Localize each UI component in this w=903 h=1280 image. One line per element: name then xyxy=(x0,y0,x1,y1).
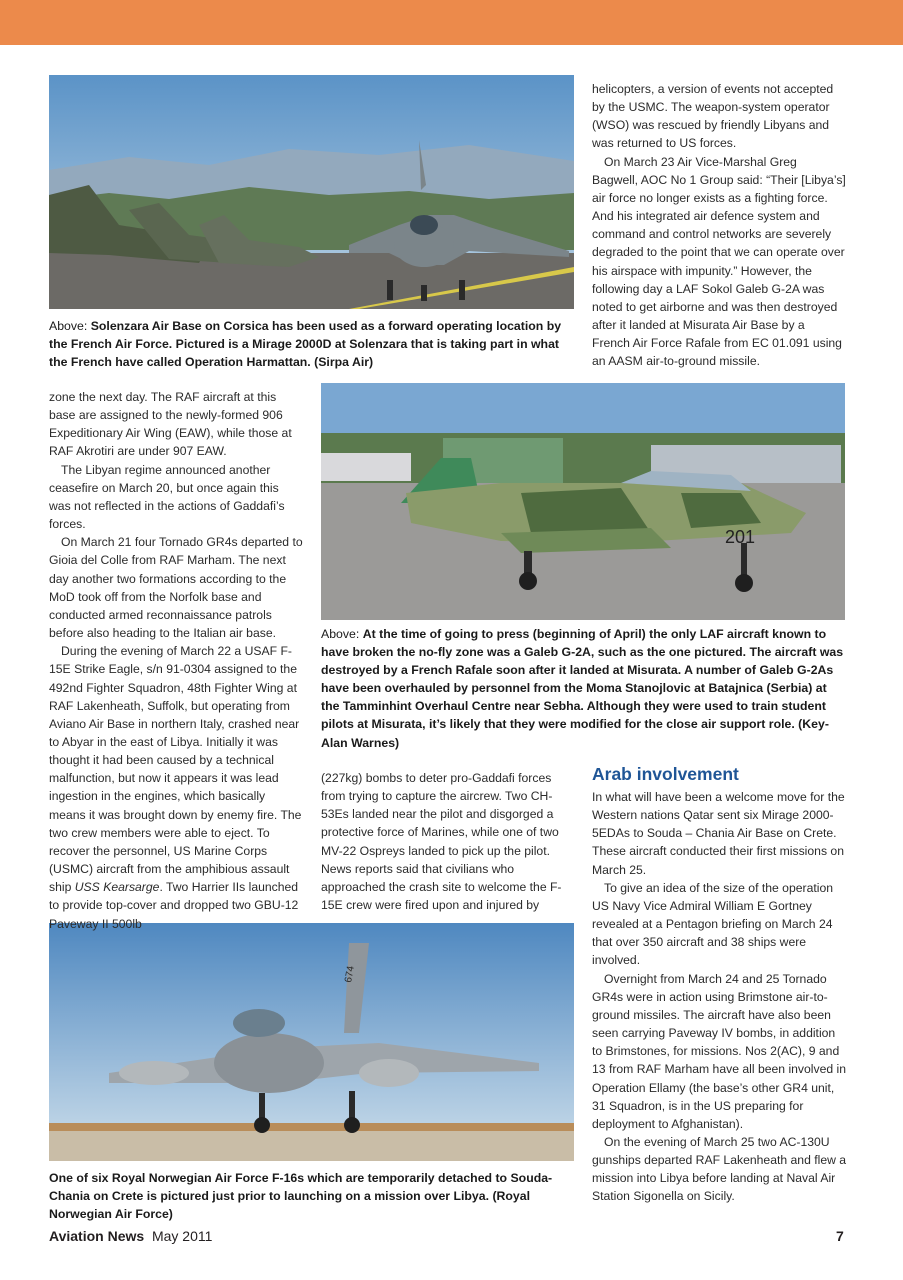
mirage-caption xyxy=(49,317,577,371)
galeb-caption xyxy=(321,625,846,752)
magazine-name: Aviation News xyxy=(49,1228,145,1244)
left-column xyxy=(49,388,303,933)
ship-name: USS Kearsarge xyxy=(74,880,160,895)
galeb-caption-text: At the time of going to press (beginning of April) the only LAF aircraft known to have broken the no-fly zone was a Galeb G-2A, such as the one pictured. The aircraft was destroyed by a French Rafale soon after it landed at Misurata. A number of Galeb G-2As have been overhauled by personnel from the Moma Stanojlovic at Batajnica (Serbia) at the Tamminhint Overhaul Centre near Sebha. Although they were used to train student pilots at Misurata, it’s likely that they were modified for the close air support role. (Key-Alan Warnes) xyxy=(321,627,844,750)
p4-before: During the evening of March 22 a USAF F-15E Strike Eagle, s/n 91-0304 assigned to the 492nd Fighter Squadron, 48th Fighter Wing at RAF Lakenheath, Suffolk, but operating from Aviano Air Base in northern Italy, crashed near to Abyar in the east of Libya. Initially it was thought it had been caused by a technical malfunction, but now it appears it was lead ingestion in the engines, which basically means it was brought down by enemy fire. The two crew members were able to eject. To recover the personnel, US Marine Corps (USMC) aircraft from the amphibious assault ship xyxy=(49,644,302,895)
issue-date: May 2011 xyxy=(151,1228,213,1244)
paragraph: On March 23 Air Vice-Marshal Greg Bagwell, AOC No 1 Group said: “Their [Libya’s] air force no longer exists as a fighting force. And his integrated air defence system and command and control networks are severely degraded to the point that we can operate over his airspace with impunity.” However, the following day a LAF Sokol Galeb G-2A was noted to get airborne and was then destroyed after it landed at Misurata Air Base by a French Air Force Rafale from EC 01.091 using an AASM air-to-ground missile. xyxy=(592,154,846,369)
paragraph: In what will have been a welcome move for the Western nations Qatar sent six Mirage 2000-5EDAs to Souda – Chania Air Base on Crete. These aircraft conducted their first missions on March 25. xyxy=(592,790,845,877)
paragraph: Overnight from March 24 and 25 Tornado GR4s were in action using Brimstone air-to-ground missiles. The aircraft have also been seen carrying Paveway IV bombs, in addition to Brimstones, for missions. Nos 2(AC), 9 and 13 from RAF Marham have all been involved in Operation Ellamy (the base’s other GR4 unit, 31 Squadron, is in the US preparing for deployment to Afghanistan). xyxy=(592,971,847,1131)
paragraph: helicopters, a version of events not accepted by the USMC. The weapon-system operator (WSO) was rescued by friendly Libyans and was returned to US forces. xyxy=(592,82,834,151)
top-color-bar xyxy=(0,0,903,45)
mirage-photo xyxy=(49,75,574,309)
mirage-caption-lead: Above: xyxy=(49,319,91,333)
paragraph xyxy=(49,642,303,933)
paragraph: zone the next day. The RAF aircraft at this base are assigned to the newly-formed 906 Expeditionary Air Wing (EAW), while those at RAF Akrotiri are under 907 EAW. xyxy=(49,390,292,459)
middle-column xyxy=(321,769,573,914)
f16-caption-text: One of six Royal Norwegian Air Force F-16s which are temporarily detached to Souda-Chania on Crete is pictured just prior to launching on a mission over Libya. (Royal Norwegian Air Force) xyxy=(49,1171,553,1222)
mirage-caption-text: Solenzara Air Base on Corsica has been used as a forward operating location by the French Air Force. Pictured is a Mirage 2000D at Solenzara that is taking part in what the French have called Operation Harmattan. (Sirpa Air) xyxy=(49,319,562,370)
f16-photo xyxy=(49,923,574,1161)
galeb-caption-lead: Above: xyxy=(321,627,363,641)
p4-after: . Two Harrier IIs launched to provide top-cover and dropped two GBU-12 Paveway II 500lb xyxy=(49,880,299,931)
top-right-column xyxy=(592,80,846,371)
section-heading: Arab involvement xyxy=(592,764,739,784)
paragraph: On March 21 four Tornado GR4s departed to Gioia del Colle from RAF Marham. The next day another two formations according to the MoD took off from the Norfolk base and conducted armed reconnaissance patrols before also heading to the Italian air base. xyxy=(49,535,303,641)
galeb-photo xyxy=(321,383,845,620)
f16-caption xyxy=(49,1169,569,1223)
footer-publication xyxy=(49,1228,212,1244)
paragraph: To give an idea of the size of the operation US Navy Vice Admiral William E Gortney revealed at a Pentagon briefing on March 24 that over 350 aircraft and 38 ships were involved. xyxy=(592,880,834,968)
paragraph: On the evening of March 25 two AC-130U gunships departed RAF Lakenheath and flew a mission into Libya before landing at Naval Air Station Sigonella on Sicily. xyxy=(592,1134,847,1204)
paragraph: The Libyan regime announced another ceasefire on March 20, but once again this was not reflected in the actions of Gaddafi’s forces. xyxy=(49,462,285,532)
right-column xyxy=(592,788,848,1206)
galeb-tail-number: 201 xyxy=(725,527,756,547)
page-number: 7 xyxy=(836,1228,844,1244)
paragraph: (227kg) bombs to deter pro-Gaddafi forces from trying to capture the aircrew. Two CH-53Es landed near the pilot and disgorged a protective force of Marines, while one of two MV-22 Ospreys landed to pick up the pilot. News reports said that civilians who approached the crash site to welcome the F-15E crew were fired upon and injured by xyxy=(321,771,562,913)
f16-tail-number: 674 xyxy=(343,965,357,984)
